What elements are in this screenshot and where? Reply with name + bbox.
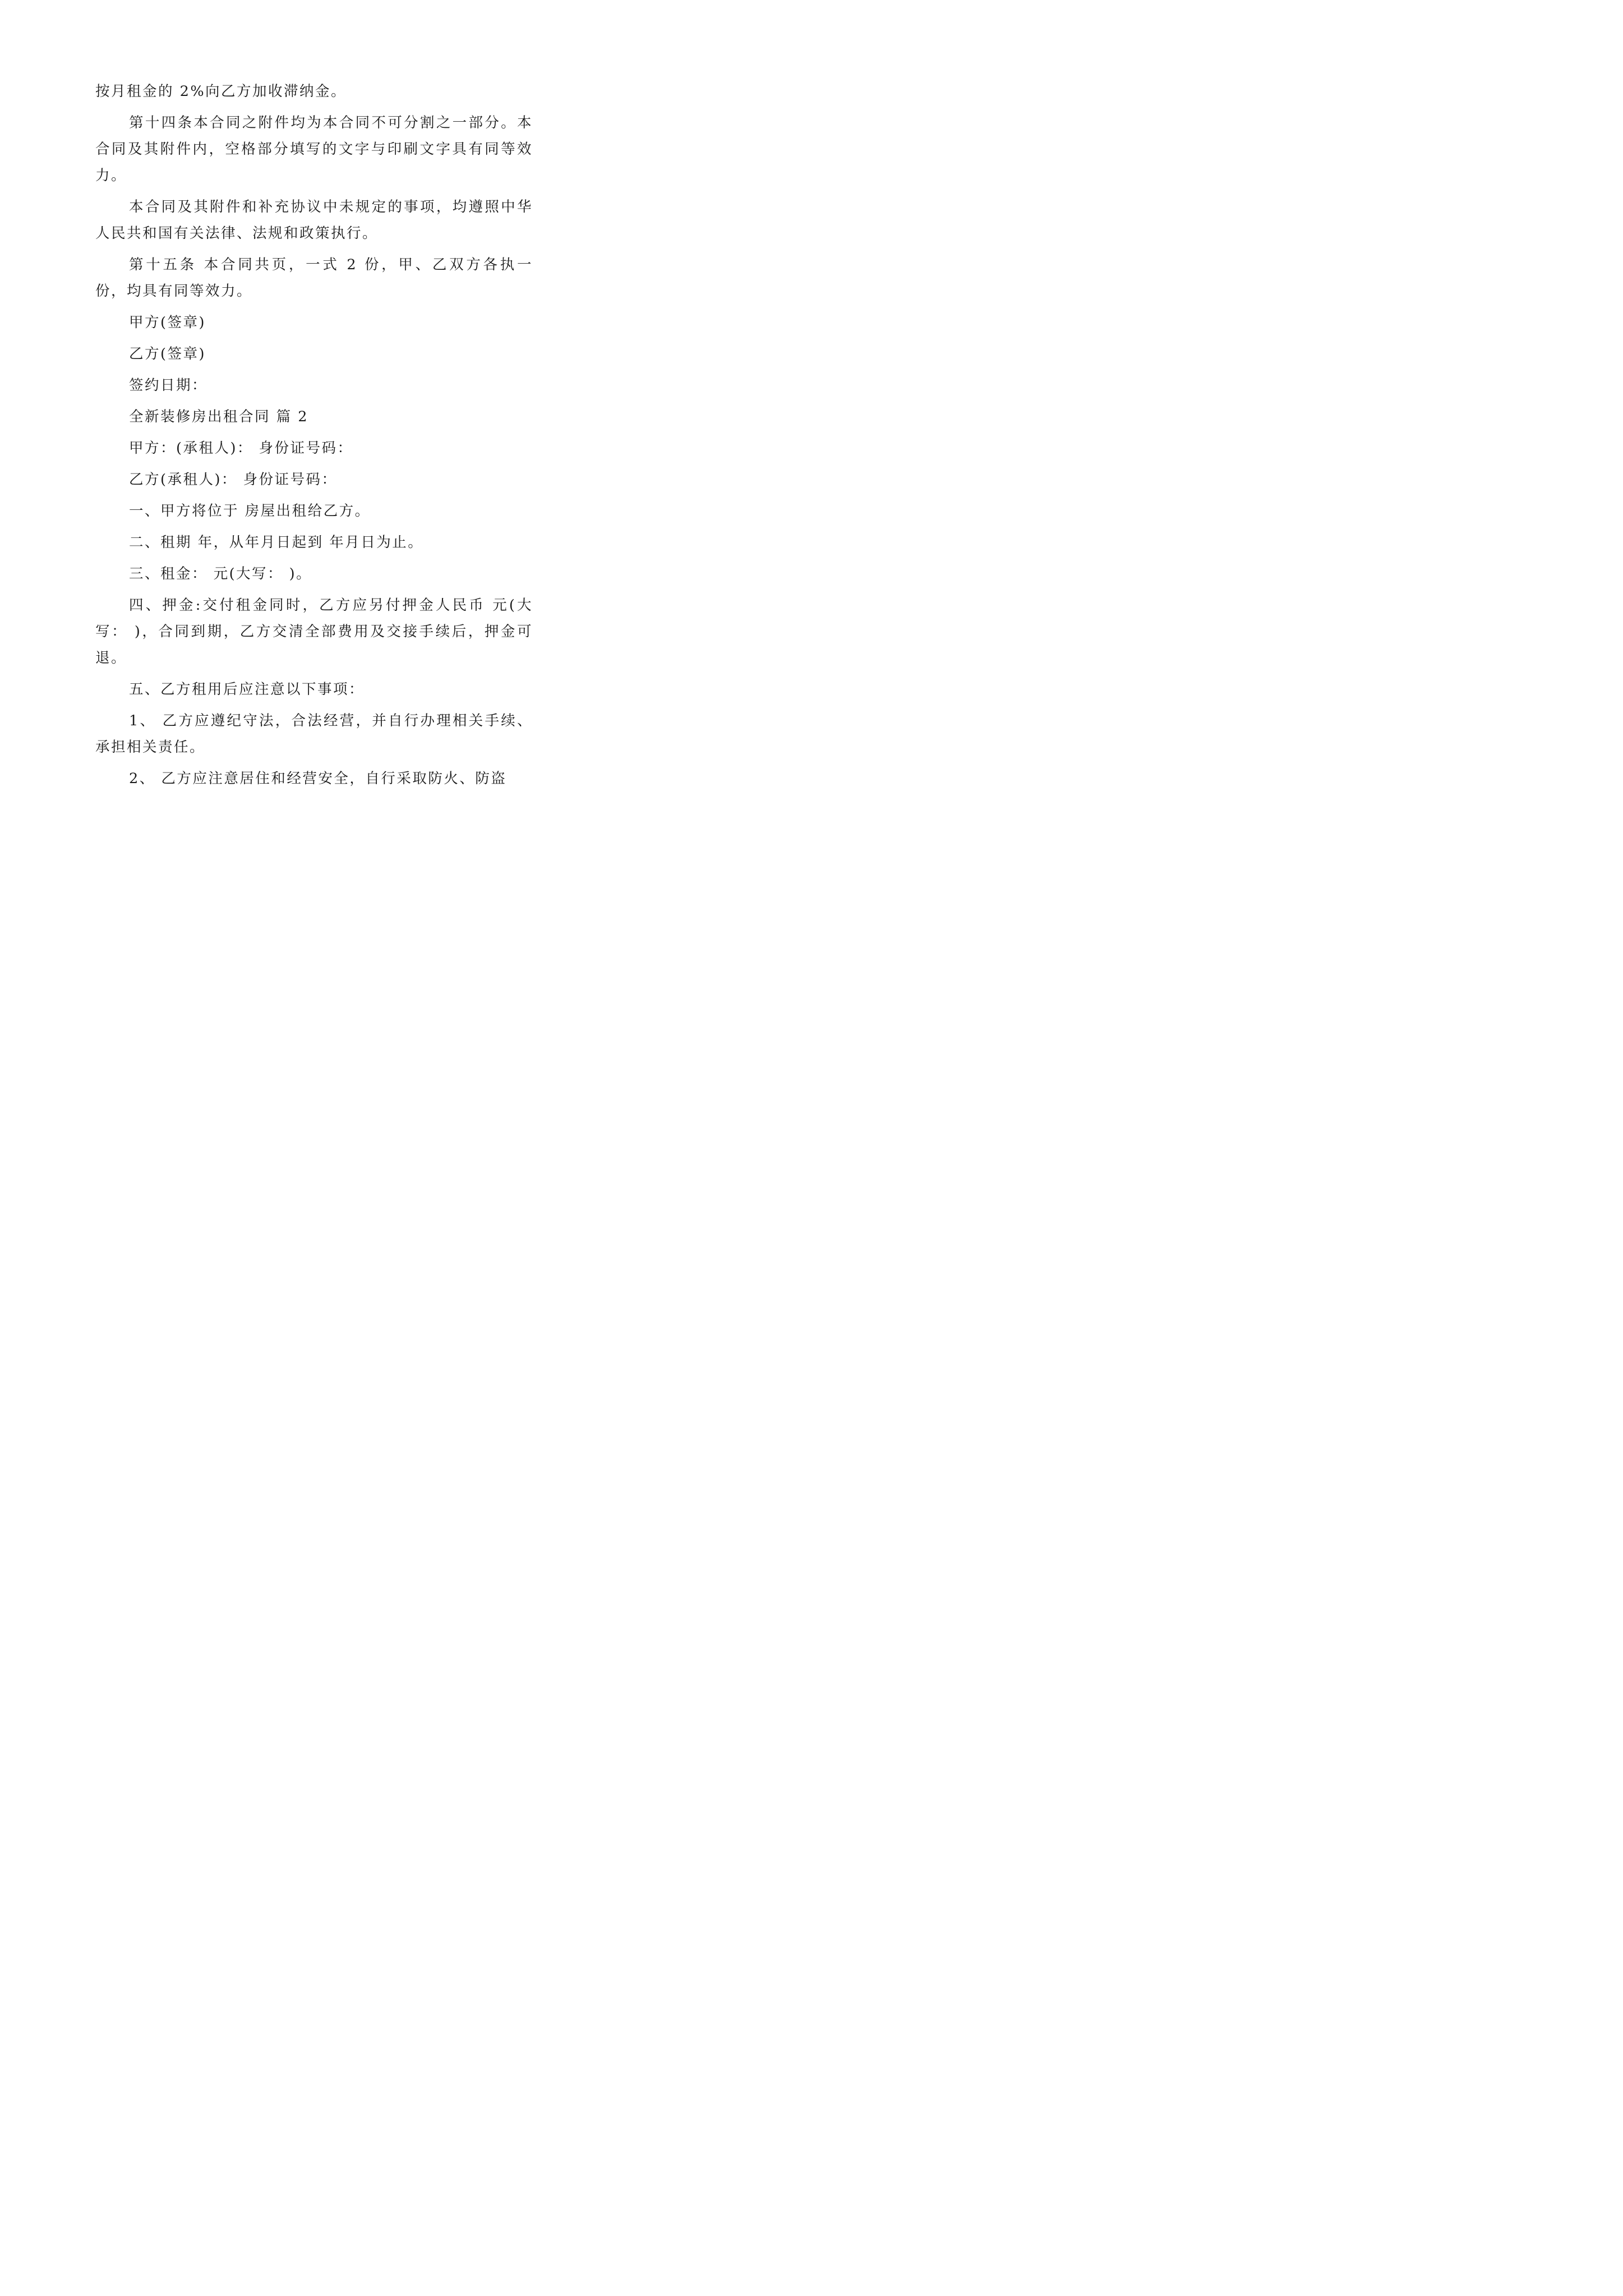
paragraph-article-14: 第十四条本合同之附件均为本合同不可分割之一部分。本合同及其附件内，空格部分填写的文字与印刷文字具有同等效力。 <box>95 114 533 184</box>
clause-3-rent: 三、租金： 元(大写： )。 <box>129 565 312 582</box>
party-a-signature-line: 甲方(签章) <box>129 314 206 331</box>
paragraph-unspecified-matters: 本合同及其附件和补充协议中未规定的事项，均遵照中华人民共和国有关法律、法规和政策执行。 <box>95 199 533 242</box>
clause-4-deposit: 四、押金:交付租金同时，乙方应另付押金人民币 元(大写： )，合同到期，乙方交清全部费用及交接手续后，押金可退。 <box>95 597 533 666</box>
paragraph-article-15: 第十五条 本合同共页，一式 2 份，甲、乙双方各执一份，均具有同等效力。 <box>95 256 533 300</box>
signing-date-line: 签约日期： <box>129 377 208 394</box>
party-b-signature-line: 乙方(签章) <box>129 346 206 362</box>
party-b-id-line: 乙方(承租人)： 身份证号码： <box>129 471 338 488</box>
section-title-contract-2: 全新装修房出租合同 篇 2 <box>129 408 308 425</box>
clause-5-item-2: 2、 乙方应注意居住和经营安全，自行采取防火、防盗 <box>129 770 507 787</box>
clause-2-term: 二、租期 年，从年月日起到 年月日为止。 <box>129 534 424 551</box>
document-page <box>0 0 618 875</box>
paragraph-late-fee: 按月租金的 2%向乙方加收滞纳金。 <box>95 83 347 100</box>
clause-1-premises: 一、甲方将位于 房屋出租给乙方。 <box>129 503 371 519</box>
clause-5-notes: 五、乙方租用后应注意以下事项： <box>129 681 365 698</box>
document-body <box>95 79 533 792</box>
clause-5-item-1: 1、 乙方应遵纪守法，合法经营，并自行办理相关手续、承担相关责任。 <box>95 712 533 756</box>
party-a-id-line: 甲方：(承租人)： 身份证号码： <box>129 440 353 457</box>
